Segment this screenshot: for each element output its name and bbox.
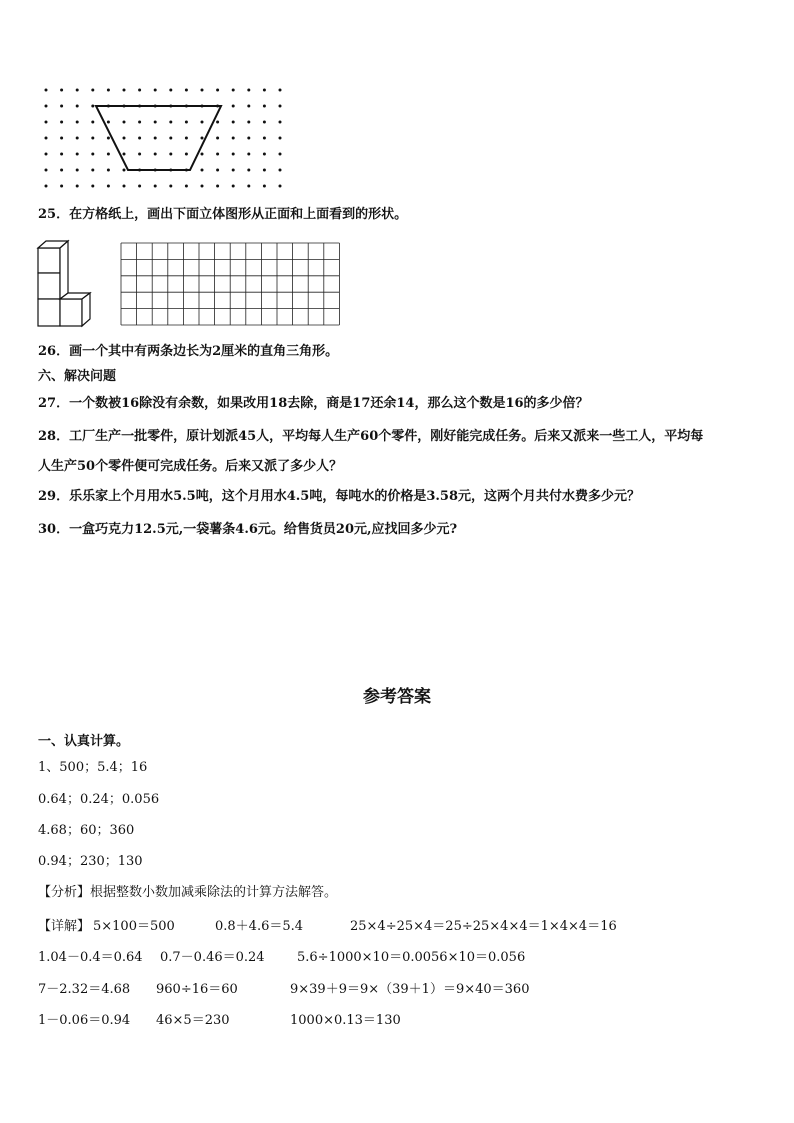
grid-dot <box>216 121 219 124</box>
dot-grid-figure <box>40 84 290 194</box>
grid-dot <box>185 185 188 188</box>
grid-dot <box>60 153 63 156</box>
grid-dot <box>91 137 94 140</box>
grid-dot <box>263 185 266 188</box>
grid-dot <box>107 185 110 188</box>
grid-dot <box>201 137 204 140</box>
grid-dot <box>107 137 110 140</box>
grid-dot <box>154 153 157 156</box>
grid-dot <box>154 121 157 124</box>
cube-stack-figure <box>36 238 96 330</box>
question-30: 30．一盒巧克力12.5元,一袋薯条4.6元。给售货员20元,应找回多少元? <box>38 522 458 537</box>
analysis-text: 【分析】根据整数小数加减乘除法的计算方法解答。 <box>38 885 338 900</box>
grid-dot <box>76 137 79 140</box>
detail-cell: 0.7－0.46＝0.24 <box>160 950 265 965</box>
question-26: 26．画一个其中有两条边长为2厘米的直角三角形。 <box>38 344 339 359</box>
grid-dot <box>76 121 79 124</box>
grid-dot <box>232 169 235 172</box>
grid-dot <box>91 89 94 92</box>
grid-dot <box>154 137 157 140</box>
grid-dot <box>232 185 235 188</box>
detail-cell: 9×39＋9＝9×（39＋1）＝9×40＝360 <box>290 982 530 997</box>
grid-dot <box>107 89 110 92</box>
grid-dot <box>279 169 282 172</box>
grid-dot <box>263 169 266 172</box>
grid-dot <box>279 89 282 92</box>
grid-dot <box>91 121 94 124</box>
grid-dot <box>216 137 219 140</box>
grid-dot <box>138 89 141 92</box>
grid-dot <box>45 185 48 188</box>
grid-dot <box>232 137 235 140</box>
grid-dot <box>76 89 79 92</box>
grid-dot <box>263 137 266 140</box>
section-6-heading: 六、解决问题 <box>38 369 117 384</box>
grid-dot <box>169 121 172 124</box>
detail-cell: 1－0.06＝0.94 <box>38 1013 131 1028</box>
grid-dot <box>232 105 235 108</box>
grid-dot <box>107 169 110 172</box>
grid-dot <box>169 89 172 92</box>
grid-dot <box>201 89 204 92</box>
grid-dot <box>201 153 204 156</box>
grid-dot <box>247 169 250 172</box>
grid-dot <box>123 89 126 92</box>
grid-dot <box>263 89 266 92</box>
grid-dot <box>279 105 282 108</box>
grid-dot <box>169 153 172 156</box>
grid-dot <box>263 121 266 124</box>
detail-cell: 960÷16＝60 <box>156 982 238 997</box>
answer-1-line-4: 0.94；230；130 <box>38 854 143 869</box>
grid-dot <box>216 185 219 188</box>
answer-1-line-3: 4.68；60；360 <box>38 823 135 838</box>
answer-square-grid <box>120 242 342 326</box>
grid-dot <box>216 169 219 172</box>
grid-dot <box>247 153 250 156</box>
grid-dot <box>60 121 63 124</box>
grid-dot <box>201 121 204 124</box>
grid-dot <box>247 185 250 188</box>
grid-dot <box>138 153 141 156</box>
grid-dot <box>247 89 250 92</box>
detail-cell: 7－2.32＝4.68 <box>38 982 131 997</box>
grid-dot <box>279 137 282 140</box>
grid-dot <box>279 185 282 188</box>
answer-1-line-1: 1、500；5.4；16 <box>38 760 148 775</box>
grid-dot <box>232 121 235 124</box>
grid-dot <box>154 185 157 188</box>
grid-dot <box>91 153 94 156</box>
grid-dot <box>60 137 63 140</box>
grid-dot <box>60 89 63 92</box>
grid-dot <box>76 153 79 156</box>
grid-dot <box>76 169 79 172</box>
detail-cell: 1000×0.13＝130 <box>290 1013 401 1028</box>
answers-section-1: 一、认真计算。 <box>38 734 130 749</box>
grid-dot <box>123 121 126 124</box>
grid-dot <box>185 121 188 124</box>
grid-dot <box>138 137 141 140</box>
answer-1-line-2: 0.64；0.24；0.056 <box>38 792 160 807</box>
detail-cell: 1.04－0.4＝0.64 <box>38 950 143 965</box>
grid-dot <box>138 185 141 188</box>
grid-dot <box>279 153 282 156</box>
grid-dot <box>232 89 235 92</box>
grid-dot <box>91 105 94 108</box>
grid-dot <box>123 137 126 140</box>
grid-dot <box>107 153 110 156</box>
question-25: 25．在方格纸上，画出下面立体图形从正面和上面看到的形状。 <box>38 207 408 222</box>
question-27: 27．一个数被16除没有余数，如果改用18去除，商是17还余14，那么这个数是16的多少倍？ <box>38 396 589 411</box>
grid-dot <box>247 137 250 140</box>
grid-dot <box>91 185 94 188</box>
grid-dot <box>247 121 250 124</box>
grid-dot <box>247 105 250 108</box>
grid-dot <box>123 153 126 156</box>
grid-dot <box>232 153 235 156</box>
grid-dot <box>185 89 188 92</box>
grid-dot <box>76 185 79 188</box>
grid-dot <box>201 169 204 172</box>
answers-title: 参考答案 <box>363 687 431 707</box>
grid-dot <box>45 121 48 124</box>
grid-dot <box>185 153 188 156</box>
question-29: 29．乐乐家上个月用水5.5吨，这个月用水4.5吨，每吨水的价格是3.58元，这两个月共付水费多少元？ <box>38 489 640 504</box>
grid-dot <box>45 137 48 140</box>
grid-dot <box>154 89 157 92</box>
question-28-line-1: 28．工厂生产一批零件，原计划派45人，平均每人生产60个零件，刚好能完成任务。后来又派来一些工人，平均每 <box>38 429 704 444</box>
grid-dot <box>60 185 63 188</box>
grid-dot <box>216 153 219 156</box>
grid-dot <box>216 89 219 92</box>
grid-dot <box>45 153 48 156</box>
grid-dot <box>45 169 48 172</box>
question-28-line-2: 人生产50个零件便可完成任务。后来又派了多少人？ <box>38 459 343 474</box>
grid-dot <box>76 105 79 108</box>
grid-dot <box>123 169 126 172</box>
detail-cell: 5.6÷1000×10＝0.0056×10＝0.056 <box>297 950 526 965</box>
grid-dot <box>263 153 266 156</box>
grid-dot <box>169 137 172 140</box>
detail-cell: 5×100＝500 <box>93 919 175 934</box>
grid-dot <box>60 169 63 172</box>
grid-dot <box>107 121 110 124</box>
grid-dot <box>45 89 48 92</box>
detail-cell: 46×5＝230 <box>156 1013 230 1028</box>
grid-dot <box>185 137 188 140</box>
grid-dot <box>201 185 204 188</box>
detail-cell: 25×4÷25×4＝25÷25×4×4＝1×4×4＝16 <box>350 919 617 934</box>
detail-label: 【详解】 <box>38 919 91 934</box>
grid-dot <box>279 121 282 124</box>
grid-dot <box>60 105 63 108</box>
grid-dot <box>45 105 48 108</box>
detail-cell: 0.8＋4.6＝5.4 <box>215 919 304 934</box>
grid-dot <box>169 185 172 188</box>
grid-dot <box>138 121 141 124</box>
grid-dot <box>123 185 126 188</box>
grid-dot <box>263 105 266 108</box>
grid-dot <box>91 169 94 172</box>
